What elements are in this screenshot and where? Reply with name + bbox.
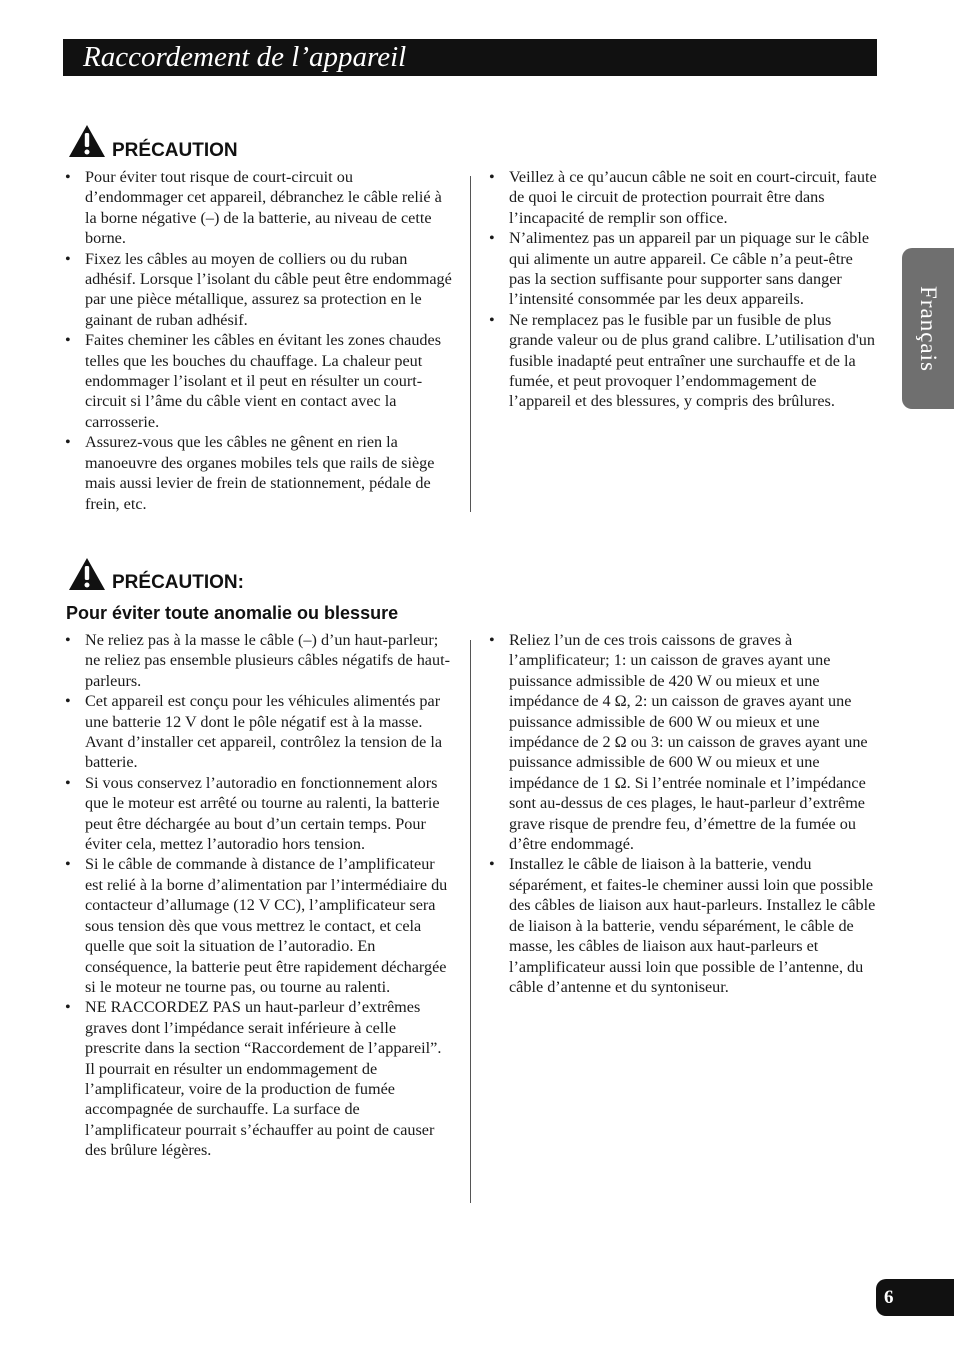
warning-icon (68, 557, 106, 591)
list-item: • Faites cheminer les câbles en évitant les zones chaudes telles que les bouches du chauffage. La chaleur peut endommager l’isolant et il peut en résulter un court-circuit si l’âme du câble vient en contact avec la carrosserie. (63, 330, 453, 432)
warning-icon (68, 124, 106, 158)
page-number-tab (876, 1279, 954, 1316)
page-title: Raccordement de l’appareil (83, 41, 407, 73)
caution-list-right (487, 167, 877, 412)
page-number: 6 (884, 1287, 894, 1308)
caution-heading: PRÉCAUTION: (112, 572, 244, 593)
header-bar (63, 39, 877, 76)
column-divider (470, 176, 471, 512)
list-item: • Veillez à ce qu’aucun câble ne soit en court-circuit, faute de quoi le circuit de protection pourrait être dans l’incapacité de remplir son office. (487, 167, 877, 228)
list-item: • Si le câble de commande à distance de l’amplificateur est relié à la borne d’alimentation par l’intermédiaire du contacteur d’allumage (12 V CC), l’amplificateur sera sous tension dès que vous mettrez le contact, et cela quelle que soit la situation de l’autoradio. En conséquence, la batterie peut être rapidement déchargée si le moteur ne tourne pas, ou tourne au ralenti. (63, 854, 453, 997)
list-item: • Ne reliez pas à la masse le câble (–) d’un haut-parleur; ne reliez pas ensemble plusieurs câbles négatifs de haut-parleurs. (63, 630, 453, 691)
list-item: • N’alimentez pas un appareil par un piquage sur le câble qui alimente un autre appareil. Ce câble n’a peut-être pas la section suffisante pour supporter sans danger l’intensité consommée par les deux appareils. (487, 228, 877, 310)
list-item: • NE RACCORDEZ PAS un haut-parleur d’extrêmes graves dont l’impédance serait inférieure à celle prescrite dans la section “Raccordement de l’appareil”. Il pourrait en résulter un endommagement de l’amplificateur, voire de la production de fumée accompagnée de surchauffe. La surface de l’amplificateur pourrait s’échauffer au point de causer des brûlure légères. (63, 997, 453, 1160)
caution-list-left (63, 167, 453, 514)
list-item: • Reliez l’un de ces trois caissons de graves à l’amplificateur; 1: un caisson de graves ayant une puissance admissible de 420 W ou mieux et une impédance de 4 Ω, 2: un caisson de graves ayant une puissance admissible de 600 W ou mieux et une impédance de 2 Ω ou 3: un caisson de graves ayant une puissance admissible de 600 W ou mieux et une impédance de 1 Ω. Si l’entrée nominale et l’impédance sont au-dessus de ces plages, le haut-parleur d’extrême grave risque de prendre feu, d’émettre de la fumée ou d’être endommagé. (487, 630, 877, 854)
language-label: Français (916, 285, 941, 372)
list-item: • Installez le câble de liaison à la batterie, vendu séparément, et faites-le cheminer aussi loin que possible des câbles de liaison aux haut-parleurs. Installez le câble de liaison à la batterie, vendu séparément, le câble de masse, les câbles de liaison aux haut-parleurs et l’amplificateur aussi loin que possible de l’antenne, du câble d’antenne et du syntoniseur. (487, 854, 877, 997)
language-tab (902, 248, 954, 409)
list-item: • Assurez-vous que les câbles ne gênent en rien la manoeuvre des organes mobiles tels que rails de siège mais aussi levier de frein de stationnement, pédale de frein, etc. (63, 432, 453, 514)
list-item: • Cet appareil est conçu pour les véhicules alimentés par une batterie 12 V dont le pôle négatif est à la masse. Avant d’installer cet appareil, contrôlez la tension de la batterie. (63, 691, 453, 773)
list-item: • Si vous conservez l’autoradio en fonctionnement alors que le moteur est arrêté ou tourne au ralenti, la batterie peut être déchargée au bout d’un certain temps. Pour éviter cela, mettez l’autoradio hors tension. (63, 773, 453, 855)
caution-list-left (63, 630, 453, 1161)
caution-list-right (487, 630, 877, 997)
list-item: • Fixez les câbles au moyen de colliers ou du ruban adhésif. Lorsque l’isolant du câble peut être endommagé par une pièce métallique, assurez sa protection en le gainant de ruban adhésif. (63, 249, 453, 331)
column-divider (470, 640, 471, 1203)
list-item: • Ne remplacez pas le fusible par un fusible de plus grande valeur ou de plus grand calibre. L’utilisation d'un fusible inadapté peut entraîner une surchauffe et de la fumée, et peut provoquer l’endommagement de l’appareil et des blessures, y compris des brûlures. (487, 310, 877, 412)
caution-subheading: Pour éviter toute anomalie ou blessure (66, 603, 399, 623)
list-item: • Pour éviter tout risque de court-circuit ou d’endommager cet appareil, débranchez le câble relié à la borne négative (–) de la batterie, au niveau de cette borne. (63, 167, 453, 249)
caution-heading: PRÉCAUTION (112, 140, 238, 161)
